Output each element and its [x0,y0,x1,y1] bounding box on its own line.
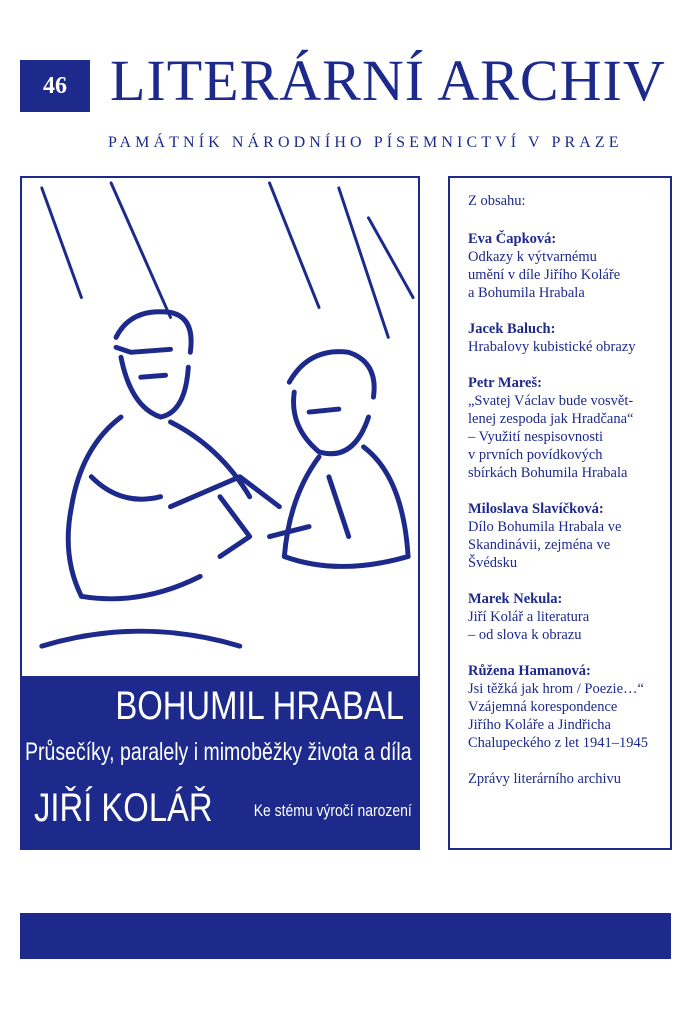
toc-entry [468,230,660,302]
toc-line: „Svatej Václav bude vosvět- [468,393,634,409]
toc-entry [468,374,660,482]
toc-line: umění v díle Jiřího Koláře [468,267,621,283]
toc-line: a Bohumila Hrabala [468,285,585,301]
issue-number: 46 [20,60,90,112]
cover-photo [20,176,420,676]
banner-name-hrabal: BOHUMIL HRABAL [115,684,404,728]
toc-author: Eva Čapková: [468,231,557,247]
toc-line: – Využití nespisovnosti [468,429,604,445]
photo-illustration [22,178,418,676]
toc-line: Dílo Bohumila Hrabala ve [468,519,622,535]
toc-line: Jiřího Koláře a Jindřicha [468,717,611,733]
table-of-contents [448,176,672,850]
bottom-bar [20,913,671,959]
toc-heading: Z obsahu: [468,193,526,209]
banner-subtitle: Průsečíky, paralely i mimoběžky života a díla [25,738,412,766]
toc-line: Vzájemná korespondence [468,699,618,715]
toc-line: Skandinávii, zejména ve [468,537,611,553]
cover-banner [20,676,420,850]
toc-entry [468,590,660,644]
toc-entry [468,662,660,752]
toc-entry [468,500,660,572]
journal-title: LITERÁRNÍ ARCHIV [110,48,666,113]
toc-line: Odkazy k výtvarnému [468,249,597,265]
toc-footer: Zprávy literárního archivu [468,771,621,787]
toc-author: Růžena Hamanová: [468,663,591,679]
journal-subtitle: PAMÁTNÍK NÁRODNÍHO PÍSEMNICTVÍ V PRAZE [108,134,623,151]
toc-line: Švédsku [468,555,518,571]
toc-entry [468,320,660,356]
toc-line: Chalupeckého z let 1941–1945 [468,735,648,751]
toc-author: Petr Mareš: [468,375,542,391]
toc-line: Jiří Kolář a literatura [468,609,590,625]
toc-line: lenej zespoda jak Hradčana“ [468,411,634,427]
toc-author: Marek Nekula: [468,591,563,607]
toc-line: sbírkách Bohumila Hrabala [468,465,628,481]
toc-line: – od slova k obrazu [468,627,582,643]
toc-line: Jsi těžká jak hrom / Poezie…“ [468,681,644,697]
toc-author: Jacek Baluch: [468,321,556,337]
toc-line: v prvních povídkových [468,447,603,463]
toc-line: Hrabalovy kubistické obrazy [468,339,636,355]
banner-anniversary-note: Ke stému výročí narození [253,801,412,820]
banner-name-kolar: JIŘÍ KOLÁŘ [34,786,213,830]
toc-author: Miloslava Slavíčková: [468,501,604,517]
